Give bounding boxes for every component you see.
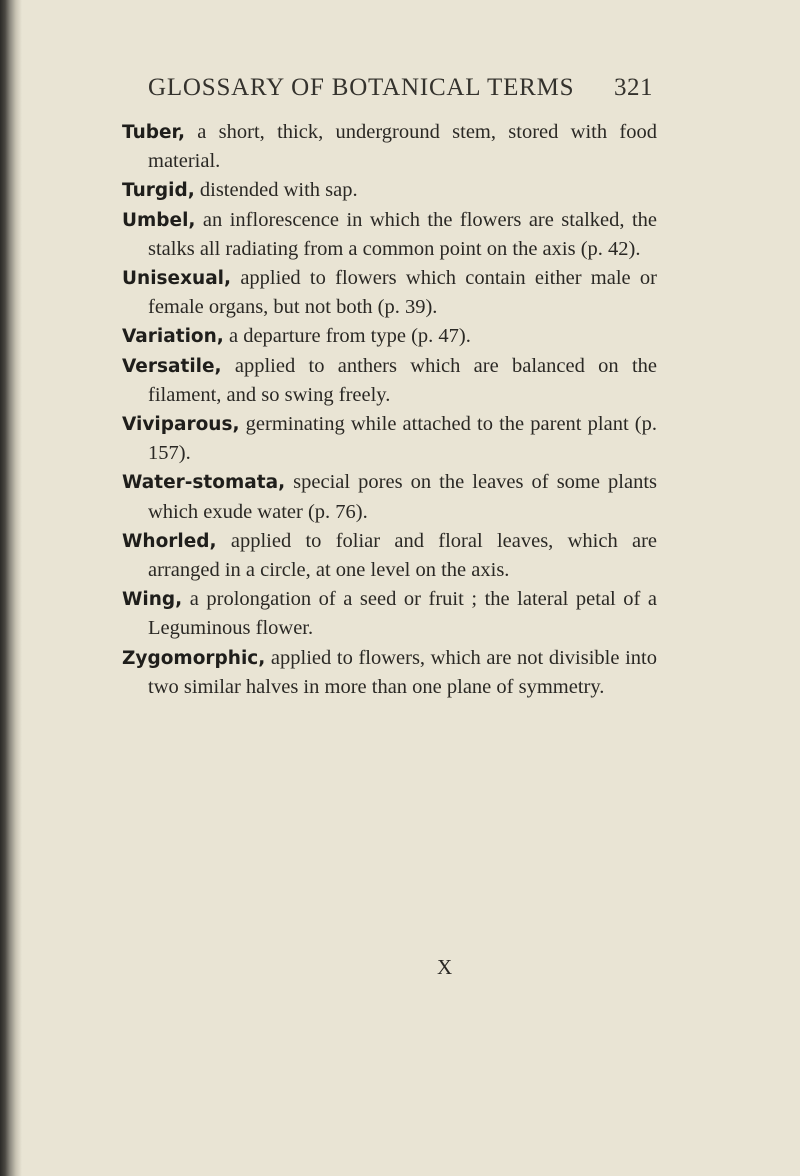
glossary-entry <box>122 585 657 643</box>
glossary-entry <box>122 644 657 702</box>
page-binding-edge <box>0 0 22 1176</box>
glossary-entry <box>122 322 657 351</box>
glossary-definition: a departure from type (p. 47). <box>223 325 471 348</box>
glossary-term: Tuber, <box>122 122 185 143</box>
glossary-term: Zygomorphic, <box>122 647 266 669</box>
signature-mark: X <box>437 955 453 979</box>
glossary-term: Water-stomata, <box>122 472 286 494</box>
glossary-entry <box>122 264 657 322</box>
glossary-term: Unisexual, <box>122 268 232 290</box>
glossary-entry <box>122 468 657 526</box>
glossary-entry <box>122 410 657 468</box>
glossary-definition: applied to flowers, which are not divisible into two similar halves in more than one plane of symmetry. <box>148 646 657 698</box>
glossary-term: Versatile, <box>122 355 222 377</box>
page-number: 321 <box>614 74 653 101</box>
glossary-entry <box>122 118 657 176</box>
glossary-entries <box>122 118 657 702</box>
page-title: GLOSSARY OF BOTANICAL TERMS <box>148 74 575 101</box>
glossary-definition: applied to anthers which are balanced on the filament, and so swing freely. <box>148 354 657 406</box>
glossary-definition: an inflorescence in which the flowers are stalked, the stalks all radiating from a common point on the axis (p. 42). <box>148 208 657 260</box>
glossary-entry <box>122 527 657 585</box>
glossary-entry <box>122 206 657 264</box>
glossary-definition: applied to flowers which contain either male or female organs, but not both (p. 39). <box>148 267 657 319</box>
glossary-term: Turgid, <box>122 180 195 202</box>
glossary-entry <box>122 352 657 410</box>
glossary-term: Umbel, <box>122 209 196 231</box>
glossary-term: Wing, <box>122 589 183 611</box>
glossary-definition: applied to foliar and floral leaves, which are arranged in a circle, at one level on the axis. <box>148 529 657 582</box>
glossary-term: Viviparous, <box>122 414 240 436</box>
glossary-definition: germinating while attached to the parent plant (p. 157). <box>148 413 657 465</box>
glossary-term: Variation, <box>122 326 224 348</box>
glossary-entry <box>122 176 657 205</box>
glossary-definition: distended with sap. <box>194 179 358 202</box>
running-head <box>148 74 653 108</box>
glossary-definition: special pores on the leaves of some plants which exude water (p. 76). <box>148 471 657 523</box>
glossary-term: Whorled, <box>122 530 217 552</box>
glossary-definition: a prolongation of a seed or fruit ; the lateral petal of a Leguminous flower. <box>148 588 657 640</box>
glossary-definition: a short, thick, underground stem, stored with food material. <box>148 121 657 173</box>
